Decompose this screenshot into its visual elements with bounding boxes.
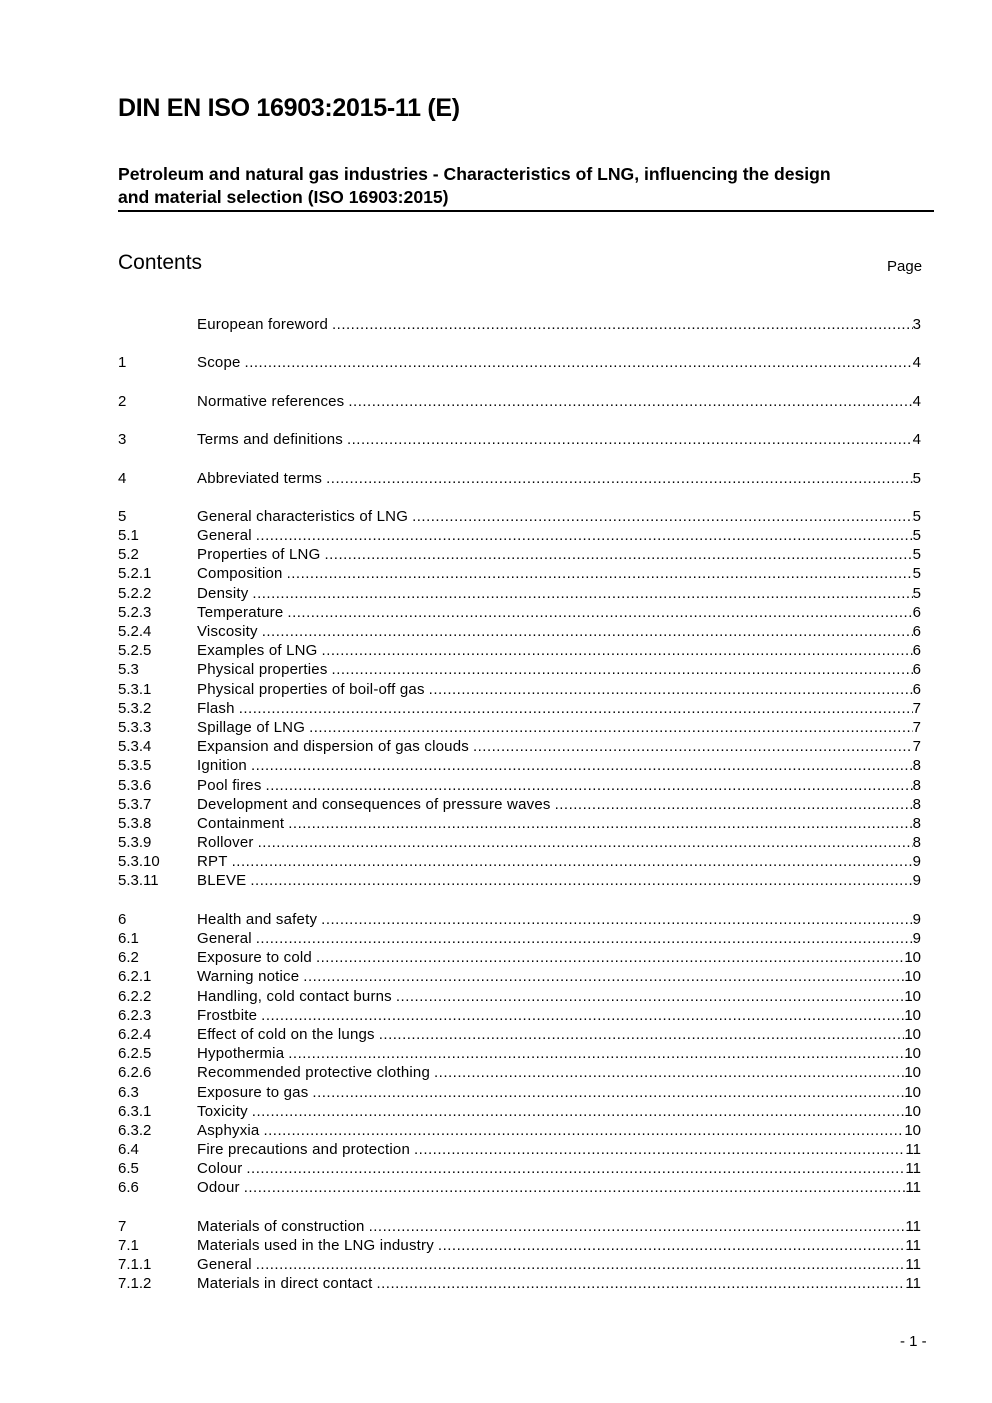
- toc-entry-number: 6.3.2: [118, 1121, 152, 1139]
- toc-entry-number: 5.3.4: [118, 738, 152, 756]
- toc-entry-title: Exposure to cold: [197, 949, 312, 967]
- toc-entry-title: Health and safety: [197, 910, 318, 928]
- toc-entry-page: 7: [912, 738, 921, 756]
- toc-dot-leader: [239, 699, 913, 718]
- toc-entry-number: 6.4: [118, 1141, 139, 1159]
- toc-entry-title: Spillage of LNG: [197, 718, 306, 736]
- toc-entry[interactable]: [118, 469, 921, 488]
- toc-entry[interactable]: [118, 718, 921, 737]
- document-title-line-2: and material selection (ISO 16903:2015): [118, 187, 449, 207]
- toc-entry-number: 6.5: [118, 1160, 139, 1178]
- toc-entry-number: 5.2.5: [118, 642, 152, 660]
- toc-entry-title: Expansion and dispersion of gas clouds: [197, 738, 469, 756]
- toc-entry[interactable]: [118, 1255, 921, 1274]
- toc-entry-page: 8: [912, 814, 921, 832]
- toc-entry-title: Pool fires: [197, 776, 262, 794]
- toc-entry[interactable]: [118, 1025, 921, 1044]
- toc-entry[interactable]: [118, 660, 921, 679]
- document-title: [118, 163, 934, 212]
- toc-entry[interactable]: [118, 526, 921, 545]
- toc-dot-leader: [473, 737, 913, 756]
- toc-dot-leader: [266, 776, 913, 795]
- toc-dot-leader: [321, 910, 913, 929]
- toc-entry-number: 5.2.1: [118, 565, 152, 583]
- toc-entry-number: 6.1: [118, 930, 139, 947]
- toc-dot-leader: [232, 852, 913, 871]
- toc-entry-number: 7.1: [118, 1237, 139, 1254]
- toc-entry[interactable]: [118, 756, 921, 775]
- toc-entry-number: 5.2.2: [118, 584, 152, 602]
- toc-dot-leader: [414, 1140, 905, 1159]
- toc-dot-leader: [256, 929, 913, 948]
- toc-entry-page: 4: [912, 431, 921, 449]
- toc-entry-title: Materials used in the LNG industry: [197, 1237, 434, 1254]
- toc-entry-number: 6: [118, 910, 127, 928]
- toc-entry-number: 5.3.6: [118, 776, 152, 794]
- toc-entry-number: 5.2.4: [118, 623, 152, 640]
- toc-entry-title: Recommended protective clothing: [197, 1064, 430, 1082]
- toc-entry-page: 10: [904, 987, 921, 1005]
- table-of-contents: [118, 315, 921, 1294]
- toc-entry-page: 6: [912, 661, 921, 679]
- toc-entry-page: 10: [904, 1045, 921, 1063]
- toc-entry-page: 11: [905, 1179, 921, 1197]
- toc-entry-number: 5.3.9: [118, 834, 152, 852]
- toc-dot-leader: [250, 871, 912, 890]
- toc-dot-leader: [287, 603, 912, 622]
- toc-dot-leader: [396, 987, 904, 1006]
- toc-entry-page: 7: [912, 718, 921, 736]
- toc-entry-page: 9: [912, 930, 921, 947]
- toc-entry[interactable]: [118, 833, 921, 852]
- toc-dot-leader: [288, 1044, 904, 1063]
- toc-dot-leader: [288, 814, 912, 833]
- toc-entry-title: General: [197, 527, 252, 545]
- page-column-label: Page: [887, 258, 923, 275]
- toc-entry-page: 6: [912, 623, 921, 640]
- toc-entry-page: 10: [904, 1025, 921, 1043]
- toc-dot-leader: [263, 1121, 904, 1140]
- toc-entry-number: 5.2.3: [118, 603, 152, 621]
- toc-dot-leader: [262, 622, 913, 641]
- toc-dot-leader: [287, 564, 913, 583]
- toc-entry-title: Odour: [197, 1179, 240, 1197]
- toc-entry-page: 5: [912, 565, 921, 583]
- toc-entry-number: 6.2.3: [118, 1006, 152, 1024]
- toc-entry-title: Normative references: [197, 392, 345, 410]
- toc-entry[interactable]: [118, 1178, 921, 1197]
- toc-entry-page: 8: [912, 795, 921, 813]
- toc-entry-number: 5.3.10: [118, 853, 160, 871]
- toc-entry-title: Rollover: [197, 834, 254, 852]
- toc-entry[interactable]: [118, 1044, 921, 1063]
- toc-dot-leader: [258, 833, 913, 852]
- toc-entry-number: 6.2: [118, 949, 139, 967]
- toc-entry[interactable]: [118, 1006, 921, 1025]
- toc-entry-title: Temperature: [197, 603, 284, 621]
- toc-entry-page: 11: [905, 1256, 921, 1274]
- toc-entry-title: Properties of LNG: [197, 546, 321, 564]
- toc-entry-page: 3: [912, 316, 921, 333]
- toc-entry[interactable]: [118, 353, 921, 372]
- toc-entry-page: 10: [904, 1064, 921, 1082]
- footer-page-number: - 1 -: [900, 1333, 927, 1350]
- toc-entry-title: Exposure to gas: [197, 1083, 309, 1101]
- toc-entry-number: 5.3.3: [118, 718, 152, 736]
- toc-entry-title: European foreword: [197, 316, 328, 333]
- toc-entry-title: Toxicity: [197, 1102, 248, 1120]
- document-id: DIN EN ISO 16903:2015-11 (E): [118, 94, 460, 122]
- toc-entry[interactable]: [118, 507, 921, 526]
- toc-entry-title: BLEVE: [197, 872, 247, 890]
- toc-entry-page: 11: [905, 1275, 921, 1293]
- toc-entry-page: 5: [912, 584, 921, 602]
- toc-entry-number: 5.1: [118, 527, 139, 545]
- toc-entry[interactable]: [118, 987, 921, 1006]
- toc-entry[interactable]: [118, 737, 921, 756]
- contents-heading: Contents: [118, 251, 203, 274]
- toc-entry-page: 8: [912, 757, 921, 775]
- toc-entry-title: Frostbite: [197, 1006, 258, 1024]
- toc-dot-leader: [256, 1255, 906, 1274]
- toc-entry-number: 5: [118, 507, 127, 525]
- toc-entry-page: 10: [904, 1006, 921, 1024]
- toc-dot-leader: [245, 353, 913, 372]
- toc-entry-number: 5.3.7: [118, 795, 152, 813]
- toc-entry[interactable]: [118, 622, 921, 641]
- toc-entry[interactable]: [118, 1274, 921, 1293]
- toc-dot-leader: [261, 1006, 904, 1025]
- toc-entry-title: Scope: [197, 354, 241, 372]
- toc-entry[interactable]: [118, 795, 921, 814]
- toc-entry[interactable]: [118, 680, 921, 699]
- toc-entry-title: Hypothermia: [197, 1045, 285, 1063]
- toc-dot-leader: [322, 641, 913, 660]
- toc-dot-leader: [251, 756, 913, 775]
- toc-entry-number: 6.2.1: [118, 968, 152, 986]
- toc-entry-number: 4: [118, 469, 127, 487]
- toc-dot-leader: [309, 718, 913, 737]
- toc-entry-title: Physical properties of boil-off gas: [197, 680, 425, 698]
- toc-entry-number: 6.6: [118, 1179, 139, 1197]
- toc-entry-number: 7.1.1: [118, 1256, 152, 1274]
- toc-entry-number: 1: [118, 354, 127, 372]
- toc-entry-page: 6: [912, 642, 921, 660]
- toc-dot-leader: [326, 469, 913, 488]
- toc-entry[interactable]: [118, 392, 921, 411]
- toc-entry-title: Development and consequences of pressure waves: [197, 795, 551, 813]
- toc-entry-number: 5.3: [118, 661, 139, 679]
- toc-dot-leader: [376, 1274, 905, 1293]
- toc-entry[interactable]: [118, 929, 921, 948]
- toc-entry-page: 9: [912, 910, 921, 928]
- toc-entry[interactable]: [118, 603, 921, 622]
- toc-entry[interactable]: [118, 910, 921, 929]
- toc-entry-page: 11: [905, 1160, 921, 1178]
- toc-entry-number: 2: [118, 392, 127, 410]
- toc-entry-page: 10: [904, 968, 921, 986]
- toc-dot-leader: [429, 680, 913, 699]
- toc-entry-title: General: [197, 1256, 252, 1274]
- toc-dot-leader: [324, 545, 912, 564]
- toc-entry-title: Materials of construction: [197, 1217, 365, 1235]
- toc-entry-page: 11: [905, 1237, 921, 1254]
- toc-entry-title: Materials in direct contact: [197, 1275, 373, 1293]
- toc-dot-leader: [348, 392, 912, 411]
- toc-entry-title: Asphyxia: [197, 1121, 260, 1139]
- toc-entry-number: 6.3: [118, 1083, 139, 1101]
- toc-dot-leader: [252, 584, 912, 603]
- toc-entry[interactable]: [118, 871, 921, 890]
- toc-entry-title: Fire precautions and protection: [197, 1141, 410, 1159]
- toc-entry-page: 10: [904, 1102, 921, 1120]
- toc-entry-number: 6.2.4: [118, 1025, 152, 1043]
- toc-entry-title: Density: [197, 584, 249, 602]
- toc-entry-number: 3: [118, 431, 127, 449]
- toc-entry-title: Examples of LNG: [197, 642, 318, 660]
- toc-entry[interactable]: [118, 814, 921, 833]
- toc-entry-number: 5.3.5: [118, 757, 152, 775]
- toc-entry-page: 11: [905, 1217, 921, 1235]
- toc-entry[interactable]: [118, 315, 921, 334]
- toc-entry[interactable]: [118, 948, 921, 967]
- toc-dot-leader: [332, 315, 913, 334]
- toc-entry-title: Viscosity: [197, 623, 258, 640]
- toc-entry-page: 4: [912, 354, 921, 372]
- toc-entry-number: 5.3.1: [118, 680, 152, 698]
- toc-entry[interactable]: [118, 1140, 921, 1159]
- toc-entry-page: 10: [904, 949, 921, 967]
- toc-entry-title: Terms and definitions: [197, 431, 343, 449]
- toc-entry[interactable]: [118, 776, 921, 795]
- toc-entry[interactable]: [118, 699, 921, 718]
- toc-entry-page: 9: [912, 853, 921, 871]
- toc-entry-title: General characteristics of LNG: [197, 507, 409, 525]
- toc-entry-page: 5: [912, 507, 921, 525]
- toc-entry[interactable]: [118, 1083, 921, 1102]
- toc-entry-title: Containment: [197, 814, 285, 832]
- toc-entry-number: 5.2: [118, 546, 139, 564]
- document-title-line-1: Petroleum and natural gas industries - Characteristics of LNG, influencing the design: [118, 164, 831, 184]
- toc-entry[interactable]: [118, 430, 921, 449]
- toc-entry[interactable]: [118, 1063, 921, 1082]
- toc-entry-page: 10: [904, 1121, 921, 1139]
- toc-entry-page: 5: [912, 527, 921, 545]
- toc-entry[interactable]: [118, 967, 921, 986]
- toc-entry[interactable]: [118, 1217, 921, 1236]
- toc-entry-number: 7.1.2: [118, 1275, 152, 1293]
- toc-entry-number: 6.2.5: [118, 1045, 152, 1063]
- toc-entry-title: Abbreviated terms: [197, 469, 323, 487]
- toc-entry-page: 5: [912, 546, 921, 564]
- toc-dot-leader: [244, 1178, 906, 1197]
- toc-entry-page: 11: [905, 1141, 921, 1159]
- toc-entry-page: 6: [912, 680, 921, 698]
- toc-entry[interactable]: [118, 1159, 921, 1178]
- toc-entry-number: 5.3.11: [118, 872, 159, 890]
- toc-entry-title: Flash: [197, 699, 235, 717]
- toc-entry-title: Physical properties: [197, 661, 328, 679]
- toc-entry-number: 6.3.1: [118, 1102, 152, 1120]
- toc-entry-number: 7: [118, 1217, 127, 1235]
- toc-entry-page: 4: [912, 392, 921, 410]
- toc-entry-number: 5.3.8: [118, 814, 152, 832]
- toc-entry-title: Ignition: [197, 757, 247, 775]
- toc-dot-leader: [555, 795, 913, 814]
- toc-entry[interactable]: [118, 564, 921, 583]
- toc-entry-title: Colour: [197, 1160, 243, 1178]
- toc-entry[interactable]: [118, 852, 921, 871]
- toc-dot-leader: [379, 1025, 905, 1044]
- toc-entry[interactable]: [118, 1236, 921, 1255]
- toc-entry-number: 5.3.2: [118, 699, 152, 717]
- toc-dot-leader: [252, 1102, 905, 1121]
- toc-entry-page: 8: [912, 834, 921, 852]
- toc-entry-title: Composition: [197, 565, 283, 583]
- toc-entry[interactable]: [118, 1102, 921, 1121]
- toc-entry-page: 9: [912, 872, 921, 890]
- toc-entry-page: 7: [912, 699, 921, 717]
- toc-dot-leader: [332, 660, 913, 679]
- toc-dot-leader: [316, 948, 904, 967]
- toc-entry-title: Handling, cold contact burns: [197, 987, 392, 1005]
- toc-dot-leader: [256, 526, 913, 545]
- toc-entry-page: 10: [904, 1083, 921, 1101]
- toc-entry[interactable]: [118, 584, 921, 603]
- toc-entry-title: RPT: [197, 853, 228, 871]
- toc-dot-leader: [369, 1217, 906, 1236]
- toc-dot-leader: [347, 430, 913, 449]
- toc-entry-page: 5: [912, 469, 921, 487]
- toc-entry-number: 6.2.2: [118, 987, 152, 1005]
- toc-entry[interactable]: [118, 641, 921, 660]
- toc-dot-leader: [412, 507, 913, 526]
- toc-entry[interactable]: [118, 1121, 921, 1140]
- toc-dot-leader: [246, 1159, 905, 1178]
- toc-entry[interactable]: [118, 545, 921, 564]
- toc-dot-leader: [434, 1063, 904, 1082]
- toc-dot-leader: [438, 1236, 906, 1255]
- toc-entry-title: Warning notice: [197, 968, 300, 986]
- toc-dot-leader: [312, 1083, 904, 1102]
- toc-entry-page: 8: [912, 776, 921, 794]
- toc-dot-leader: [303, 967, 904, 986]
- toc-entry-title: General: [197, 930, 252, 947]
- toc-entry-number: 6.2.6: [118, 1064, 152, 1082]
- toc-entry-title: Effect of cold on the lungs: [197, 1025, 375, 1043]
- toc-entry-page: 6: [912, 603, 921, 621]
